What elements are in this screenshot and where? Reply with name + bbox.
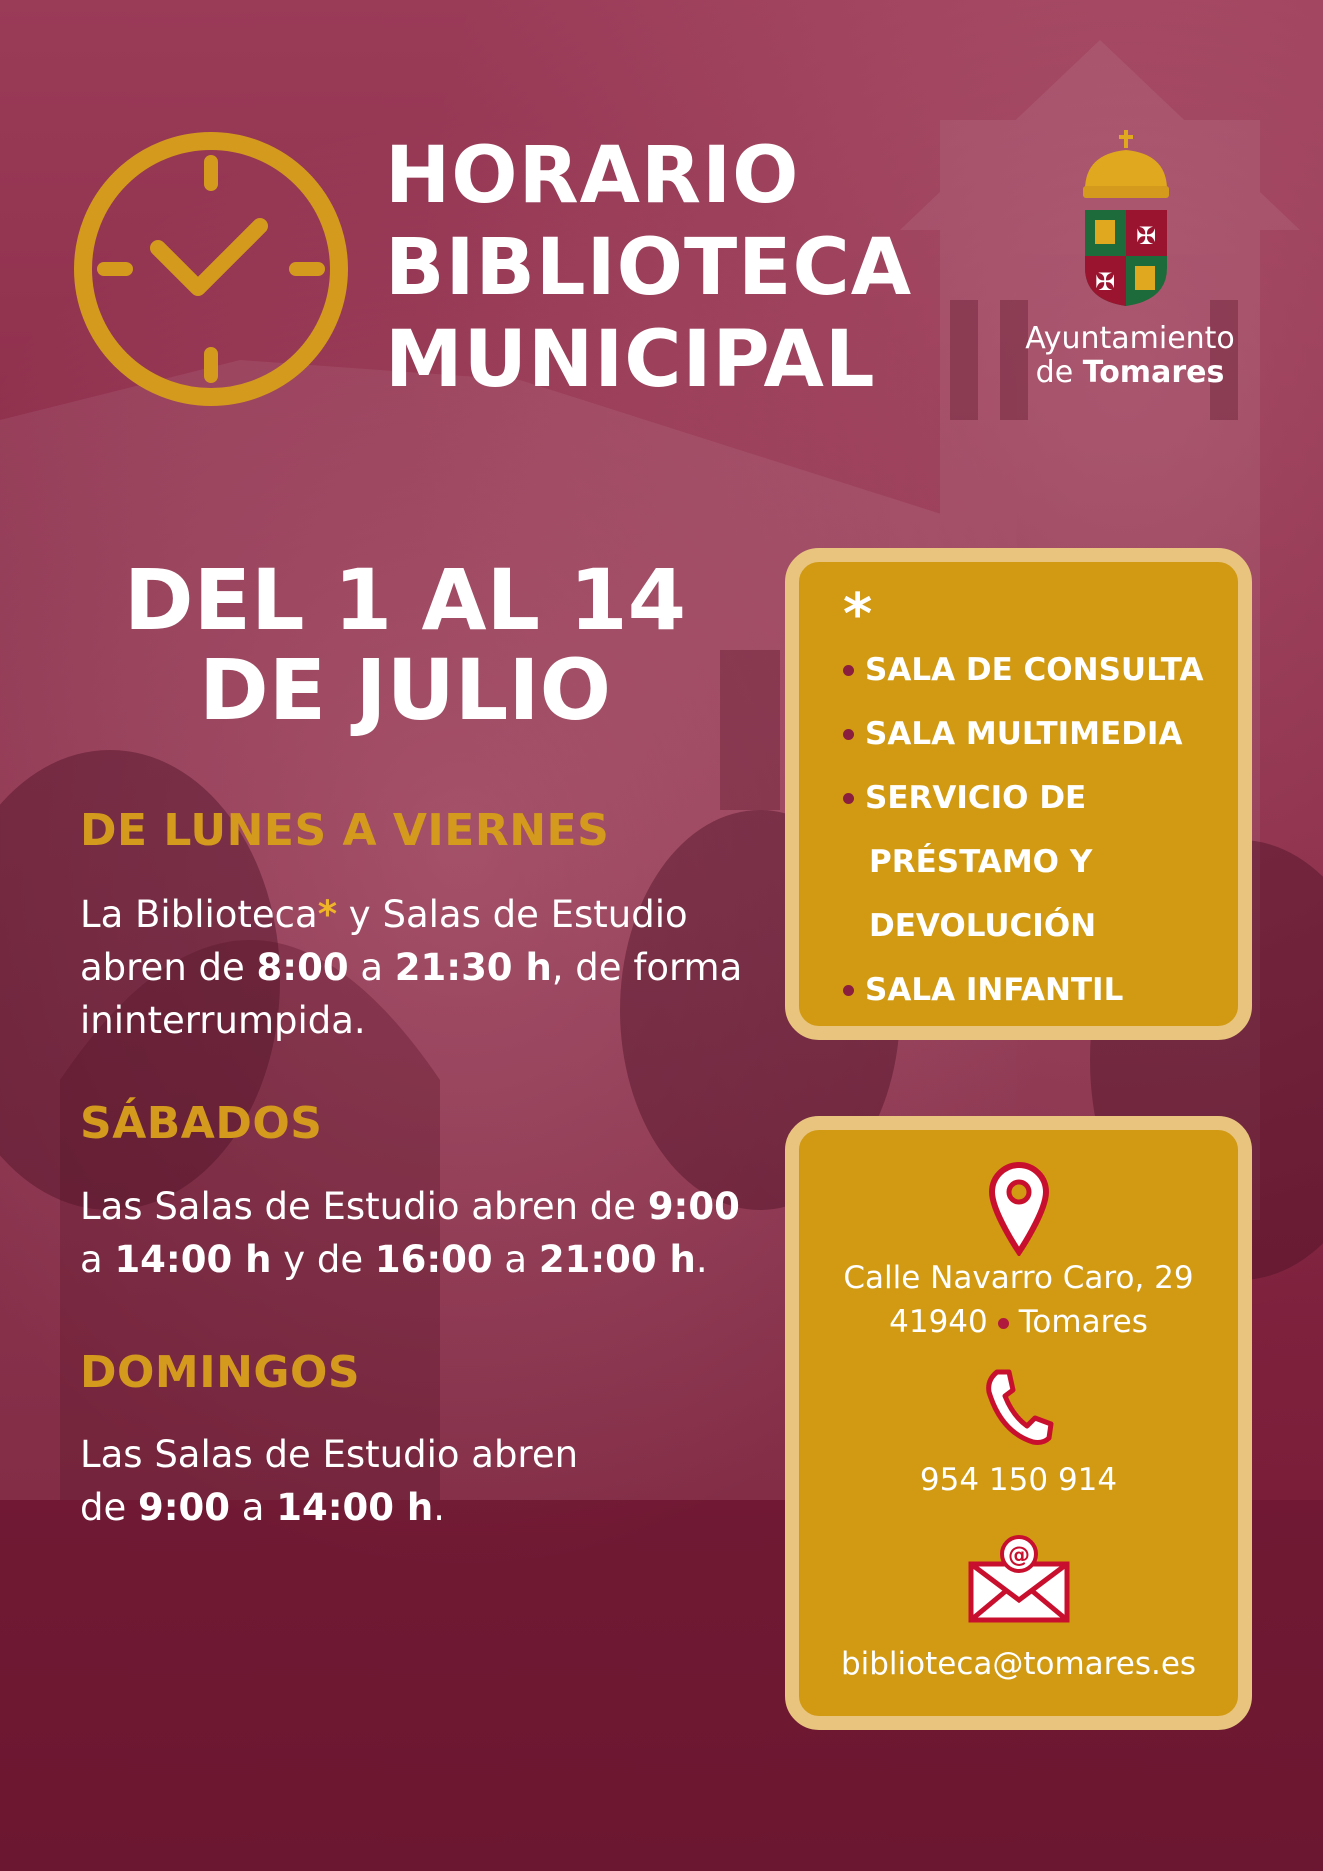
- town: Tomares: [1018, 1304, 1148, 1340]
- saturdays-t4: a: [492, 1238, 539, 1281]
- weekdays-star: *: [317, 893, 338, 936]
- org-town: Tomares: [1082, 355, 1225, 390]
- svg-text:✠: ✠: [1135, 222, 1157, 250]
- location-pin-icon: [988, 1160, 1050, 1256]
- weekdays-open-time: 8:00: [256, 946, 349, 989]
- list-item-continuation: DEVOLUCIÓN: [869, 908, 1097, 944]
- organization-name: [1000, 322, 1260, 390]
- sundays-text: [80, 1428, 578, 1534]
- sundays-line-1: Las Salas de Estudio abren: [80, 1433, 579, 1476]
- svg-text:✠: ✠: [1094, 268, 1116, 296]
- title-line-2: BIBLIOTECA: [385, 223, 913, 313]
- weekdays-t2: y Salas de Estudio: [337, 893, 688, 936]
- sundays-open-time: 9:00: [138, 1486, 231, 1529]
- weekdays-t5: , de forma: [551, 946, 743, 989]
- weekdays-text: [80, 888, 742, 1047]
- org-line-1: Ayuntamiento: [1025, 321, 1235, 356]
- postcode: 41940: [889, 1304, 988, 1340]
- saturdays-open-time-1: 9:00: [647, 1185, 740, 1228]
- date-line-1: DEL 1 AL 14: [123, 551, 687, 649]
- saturdays-t2: a: [80, 1238, 115, 1281]
- org-prefix: de: [1035, 355, 1074, 390]
- list-item: SALA DE CONSULTA: [843, 638, 1208, 702]
- separator-dot: [998, 1318, 1009, 1329]
- address-line-1: Calle Navarro Caro, 29: [843, 1260, 1194, 1296]
- email-address: biblioteca@tomares.es: [840, 1646, 1197, 1682]
- saturdays-t1: Las Salas de Estudio abren de: [80, 1185, 648, 1228]
- sundays-line-2: [80, 1481, 578, 1534]
- sundays-t3: a: [230, 1486, 277, 1529]
- date-range: [100, 551, 710, 739]
- page-title: [385, 130, 912, 406]
- svg-text:@: @: [1008, 1543, 1030, 1568]
- sundays-heading: DOMINGOS: [80, 1347, 361, 1398]
- services-panel: [785, 548, 1252, 1040]
- list-item: SALA INFANTIL: [843, 958, 1208, 1022]
- weekdays-t3: abren de: [80, 946, 257, 989]
- saturdays-close-time-1: 14:00 h: [114, 1238, 272, 1281]
- list-item: SALA MULTIMEDIA: [843, 702, 1208, 766]
- services-list: [843, 638, 1208, 1022]
- list-item: SERVICIO DE: [843, 766, 1208, 830]
- saturdays-open-time-2: 16:00: [374, 1238, 493, 1281]
- weekdays-t4: a: [348, 946, 395, 989]
- saturdays-heading: SÁBADOS: [80, 1098, 323, 1149]
- crest-icon: [1075, 128, 1177, 308]
- saturdays-line-1: [80, 1180, 740, 1233]
- saturdays-t5: .: [695, 1238, 708, 1281]
- address-line-2: [799, 1300, 1238, 1344]
- sundays-t4: .: [433, 1486, 446, 1529]
- weekdays-heading: DE LUNES A VIERNES: [80, 805, 610, 856]
- weekdays-line-3: ininterrumpida.: [80, 999, 366, 1042]
- weekdays-line-1: [80, 888, 742, 941]
- services-marker: *: [843, 582, 873, 647]
- address: [799, 1256, 1238, 1344]
- org-line-2: [1000, 356, 1260, 390]
- list-item-continuation: PRÉSTAMO Y: [869, 844, 1093, 880]
- saturdays-line-2: [80, 1233, 740, 1286]
- date-line-2: DE JULIO: [198, 641, 611, 739]
- saturdays-close-time-2: 21:00 h: [538, 1238, 696, 1281]
- sundays-close-time: 14:00 h: [276, 1486, 434, 1529]
- weekdays-line-2: [80, 941, 742, 994]
- weekdays-close-time: 21:30 h: [394, 946, 552, 989]
- phone-number: 954 150 914: [919, 1462, 1118, 1498]
- contact-panel: [785, 1116, 1252, 1730]
- weekdays-t1: La Biblioteca: [80, 893, 318, 936]
- title-line-1: HORARIO: [385, 131, 800, 221]
- email-envelope-icon: [967, 1534, 1071, 1624]
- clock-icon: [70, 128, 352, 410]
- saturdays-t3: y de: [271, 1238, 375, 1281]
- sundays-t2: de: [80, 1486, 139, 1529]
- saturdays-text: [80, 1180, 740, 1286]
- title-line-3: MUNICIPAL: [385, 315, 876, 405]
- phone-icon: [983, 1366, 1055, 1446]
